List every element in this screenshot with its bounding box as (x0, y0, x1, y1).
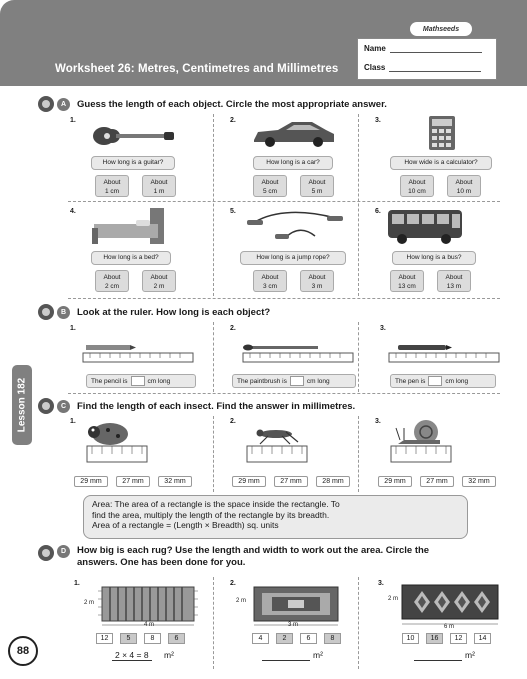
answer-field[interactable]: The paintbrush is cm long (232, 374, 356, 388)
answer-option[interactable]: About 5 m (300, 175, 334, 197)
unit-label: m² (313, 650, 323, 660)
answer-option[interactable]: 28 mm (316, 476, 350, 487)
name-class-box (357, 38, 497, 80)
question-label: How wide is a calculator? (390, 156, 492, 170)
area-answer[interactable]: 2 × 4 = 8 (112, 650, 152, 661)
striped-rug-icon (96, 585, 200, 627)
section-instruction: Guess the length of each object. Circle the most appropriate answer. (77, 98, 387, 110)
section-c-header (38, 398, 355, 414)
area-option[interactable]: 6 (300, 633, 317, 644)
grasshopper-ruler-icon (246, 424, 310, 470)
divider (213, 577, 214, 669)
answer-option[interactable]: About 5 cm (253, 175, 287, 197)
section-badge: B (57, 306, 70, 319)
item-number: 1. (74, 580, 80, 587)
area-option[interactable]: 2 (276, 633, 293, 644)
diamond-rug-icon (398, 583, 502, 627)
answer-option[interactable]: About 3 m (300, 270, 334, 292)
name-label: Name (364, 44, 386, 53)
divider (68, 298, 500, 299)
section-badge: C (57, 400, 70, 413)
item-number: 5. (230, 208, 236, 215)
ruler-pencil-icon (82, 342, 194, 364)
answer-blank[interactable] (290, 376, 304, 386)
area-option[interactable]: 10 (402, 633, 419, 644)
answer-field[interactable]: The pencil is cm long (86, 374, 196, 388)
name-row (364, 44, 482, 53)
answer-option[interactable]: About 10 cm (400, 175, 434, 197)
area-option[interactable]: 16 (426, 633, 443, 644)
answer-option[interactable]: About 10 m (447, 175, 481, 197)
bed-icon (90, 206, 170, 246)
answer-option[interactable]: 32 mm (158, 476, 192, 487)
item-number: 2. (230, 580, 236, 587)
item-number: 3. (380, 325, 386, 332)
section-b-header (38, 304, 270, 320)
divider (358, 577, 359, 669)
unit-label: m² (164, 650, 174, 660)
section-badge: D (57, 545, 70, 558)
rug-width-label: 6 m (444, 624, 455, 630)
jump-rope-icon (245, 208, 345, 244)
area-option[interactable]: 8 (324, 633, 341, 644)
area-option[interactable]: 5 (120, 633, 137, 644)
calculator-icon (428, 115, 456, 151)
question-label: How long is a bus? (392, 251, 476, 265)
item-number: 3. (378, 580, 384, 587)
answer-option[interactable]: About 13 m (437, 270, 471, 292)
ruler-paintbrush-icon (242, 342, 354, 364)
mathseeds-logo: Mathseeds (410, 22, 472, 36)
area-answer[interactable] (262, 650, 310, 661)
area-option[interactable]: 12 (96, 633, 113, 644)
answer-option[interactable]: 27 mm (274, 476, 308, 487)
section-instruction: How big is each rug? Use the length and width to work out the area. Circle the (77, 545, 430, 556)
bus-icon (386, 206, 466, 246)
answer-option[interactable]: 27 mm (116, 476, 150, 487)
ladybug-ruler-icon (86, 422, 150, 470)
mascot-icon (38, 398, 54, 414)
item-number: 3. (375, 418, 381, 425)
answer-option[interactable]: About 13 cm (390, 270, 424, 292)
divider (358, 322, 359, 392)
answer-option[interactable]: About 3 cm (253, 270, 287, 292)
snail-ruler-icon (390, 418, 454, 470)
page-number: 88 (8, 636, 38, 666)
area-answer[interactable] (414, 650, 462, 661)
divider (213, 322, 214, 392)
divider (68, 201, 500, 202)
answer-option[interactable]: 27 mm (420, 476, 454, 487)
item-number: 2. (230, 117, 236, 124)
section-instruction: Look at the ruler. How long is each object? (77, 306, 271, 318)
answer-option[interactable]: 32 mm (462, 476, 496, 487)
question-label: How long is a guitar? (91, 156, 175, 170)
answer-option[interactable]: About 1 m (142, 175, 176, 197)
area-option[interactable]: 6 (168, 633, 185, 644)
answer-option[interactable]: About 1 cm (95, 175, 129, 197)
rug-height-label: 2 m (236, 598, 247, 604)
ruler-pen-icon (388, 342, 500, 364)
rug-height-label: 2 m (84, 600, 95, 606)
item-number: 2. (230, 418, 236, 425)
question-label: How long is a jump rope? (240, 251, 346, 265)
header-banner (0, 0, 527, 86)
rug-width-label: 3 m (288, 622, 299, 628)
item-number: 6. (375, 208, 381, 215)
divider (213, 114, 214, 296)
question-label: How long is a bed? (91, 251, 171, 265)
question-label: How long is a car? (253, 156, 333, 170)
item-number: 1. (70, 418, 76, 425)
divider (213, 416, 214, 492)
name-field[interactable] (390, 45, 482, 53)
answer-option[interactable]: 29 mm (378, 476, 412, 487)
area-option[interactable]: 14 (474, 633, 491, 644)
section-badge: A (57, 98, 70, 111)
section-d-header (38, 545, 429, 569)
section-instruction: Find the length of each insect. Find the answer in millimetres. (77, 400, 356, 412)
answer-blank[interactable] (131, 376, 145, 386)
divider (358, 416, 359, 492)
item-number: 1. (70, 117, 76, 124)
class-label: Class (364, 63, 386, 72)
guitar-icon (90, 122, 175, 150)
area-option[interactable]: 4 (252, 633, 269, 644)
answer-blank[interactable] (428, 376, 442, 386)
mascot-icon (38, 304, 54, 320)
answer-option[interactable]: About 2 cm (95, 270, 129, 292)
rug-width-label: 4 m (144, 622, 155, 628)
item-number: 1. (70, 325, 76, 332)
mascot-icon (38, 96, 54, 112)
divider (358, 114, 359, 296)
section-a-header (38, 96, 387, 112)
answer-option[interactable]: About 2 m (142, 270, 176, 292)
item-number: 2. (230, 325, 236, 332)
section-instruction: answers. One has been done for you. (77, 557, 246, 568)
answer-option[interactable]: 29 mm (232, 476, 266, 487)
rug-height-label: 2 m (388, 596, 399, 602)
answer-option[interactable]: 29 mm (74, 476, 108, 487)
item-number: 4. (70, 208, 76, 215)
divider (68, 393, 500, 394)
mascot-icon (38, 545, 54, 561)
class-field[interactable] (389, 64, 481, 72)
area-info-box: Area: The area of a rectangle is the space inside the rectangle. To find the area, multiply the length of the rectangle by its breadth. Area of a rectangle = (Length × Breadth) sq. units (83, 495, 468, 539)
unit-label: m² (465, 650, 475, 660)
area-option[interactable]: 12 (450, 633, 467, 644)
class-row (364, 63, 481, 72)
bordered-rug-icon (248, 585, 344, 627)
lesson-tab: Lesson 182 (12, 365, 32, 445)
worksheet-title: Worksheet 26: Metres, Centimetres and Millimetres (55, 63, 339, 75)
answer-field[interactable]: The pen is cm long (390, 374, 496, 388)
area-option[interactable]: 8 (144, 633, 161, 644)
car-icon (250, 118, 336, 148)
item-number: 3. (375, 117, 381, 124)
